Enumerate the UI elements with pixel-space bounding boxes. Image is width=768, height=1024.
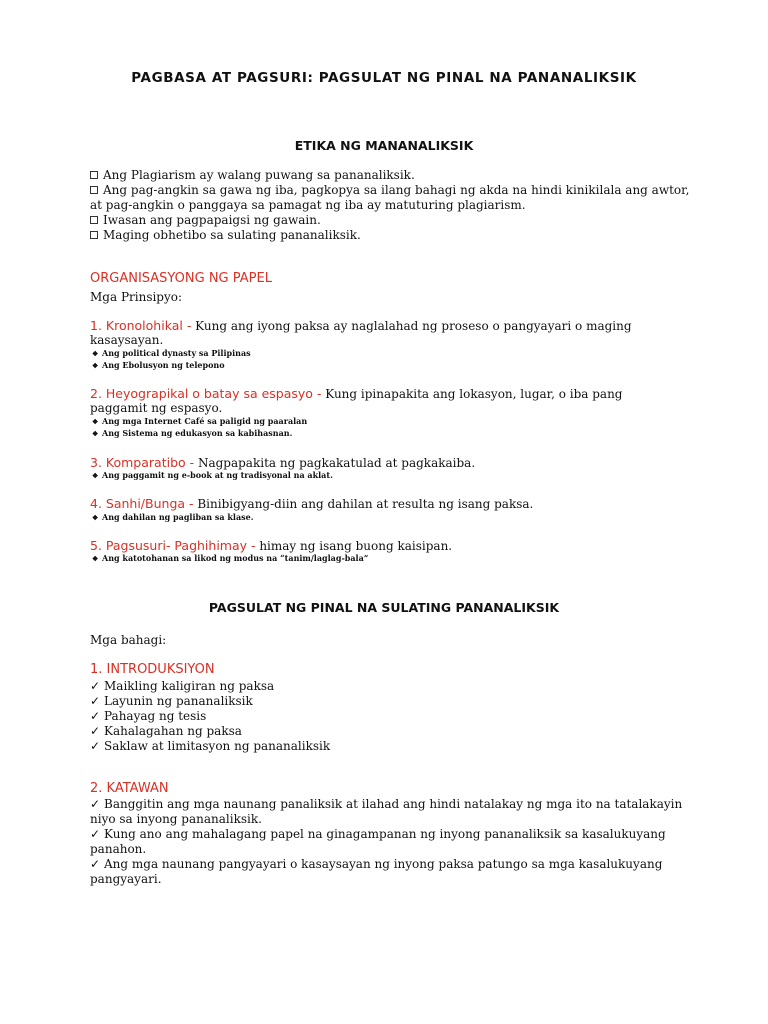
principle-label: 1. Kronolohikal -	[90, 318, 192, 333]
katawan-item-cont: pangyayari.	[90, 872, 162, 886]
principle-2: 2. Heyograpikal o batay sa espasyo - Kung ipinapakita ang lokasyon, lugar, o iba pang	[90, 386, 623, 401]
diamond-bullet-icon: ❖	[92, 417, 99, 426]
example-item: ❖ Ang political dynasty sa Pilipinas	[92, 348, 251, 358]
pagsulat-subheading: Mga bahagi:	[90, 633, 167, 647]
etika-item-2: Ang pag-angkin sa gawa ng iba, pagkopya sa ilang bahagi ng akda na hindi kinikilala ang awtor,	[90, 183, 689, 198]
example-item: ❖ Ang paggamit ng e-book at ng tradisyonal na aklat.	[92, 470, 333, 480]
diamond-bullet-icon: ❖	[92, 429, 99, 438]
intro-item: ✓ Layunin ng pananaliksik	[90, 694, 253, 708]
katawan-item: ✓ Kung ano ang mahalagang papel na ginagampanan ng inyong pananaliksik sa kasalukuyang	[90, 827, 666, 841]
etika-item-4: Maging obhetibo sa sulating pananaliksik.	[90, 228, 361, 243]
page-title: PAGBASA AT PAGSURI: PAGSULAT NG PINAL NA PANANALIKSIK	[131, 70, 637, 86]
pagsulat-heading: PAGSULAT NG PINAL NA SULATING PANANALIKSIK	[208, 600, 560, 615]
katawan-heading: 2. KATAWAN	[90, 781, 169, 796]
example-item: ❖ Ang Sistema ng edukasyon sa kabihasnan.	[92, 428, 293, 438]
katawan-item: ✓ Ang mga naunang pangyayari o kasaysayan ng inyong paksa patungo sa mga kasalukuyang	[90, 857, 663, 871]
diamond-bullet-icon: ❖	[92, 554, 99, 563]
katawan-item-cont: panahon.	[90, 842, 147, 856]
etika-heading: ETIKA NG MANANALIKSIK	[294, 138, 474, 153]
diamond-bullet-icon: ❖	[92, 471, 99, 480]
principle-1-cont: kasaysayan.	[90, 333, 164, 347]
principle-label: 2. Heyograpikal o batay sa espasyo -	[90, 386, 322, 401]
principle-3: 3. Komparatibo - Nagpapakita ng pagkakatulad at pagkakaiba.	[90, 455, 476, 470]
example-item: ❖ Ang katotohanan sa likod ng modus na “tanim/laglag-bala”	[92, 553, 369, 563]
principle-5: 5. Pagsusuri- Paghihimay - himay ng isang buong kaisipan.	[90, 538, 453, 553]
organisasyon-subheading: Mga Prinsipyo:	[90, 290, 183, 304]
principle-label: 3. Komparatibo -	[90, 455, 195, 470]
checkmark-icon: ✓	[90, 827, 101, 841]
principle-1: 1. Kronolohikal - Kung ang iyong paksa ay naglalahad ng proseso o pangyayari o maging	[90, 318, 632, 333]
example-item: ❖ Ang Ebolusyon ng telepono	[92, 360, 225, 370]
checkmark-icon: ✓	[90, 709, 101, 723]
katawan-item-cont: niyo sa inyong pananaliksik.	[90, 812, 262, 826]
intro-heading: 1. INTRODUKSIYON	[90, 662, 215, 677]
checkbox-bullet-icon	[90, 231, 98, 239]
checkbox-bullet-icon	[90, 216, 98, 224]
principle-4: 4. Sanhi/Bunga - Binibigyang-diin ang dahilan at resulta ng isang paksa.	[90, 496, 534, 511]
example-item: ❖ Ang mga Internet Café sa paligid ng paaralan	[92, 416, 308, 426]
intro-item: ✓ Pahayag ng tesis	[90, 709, 207, 723]
intro-item: ✓ Kahalagahan ng paksa	[90, 724, 242, 738]
checkmark-icon: ✓	[90, 679, 101, 693]
checkmark-icon: ✓	[90, 739, 101, 753]
katawan-item: ✓ Banggitin ang mga naunang panaliksik at ilahad ang hindi natalakay ng mga ito na tatalakayin	[90, 797, 683, 811]
intro-item: ✓ Saklaw at limitasyon ng pananaliksik	[90, 739, 331, 753]
checkmark-icon: ✓	[90, 797, 101, 811]
intro-item: ✓ Maikling kaligiran ng paksa	[90, 679, 275, 693]
etika-item-3: Iwasan ang pagpapaigsi ng gawain.	[90, 213, 321, 228]
principle-label: 5. Pagsusuri- Paghihimay -	[90, 538, 256, 553]
diamond-bullet-icon: ❖	[92, 349, 99, 358]
principle-2-cont: paggamit ng espasyo.	[90, 401, 223, 415]
checkbox-bullet-icon	[90, 171, 98, 179]
etika-item-2-cont: at pag-angkin o panggaya sa pamagat ng iba ay matuturing plagiarism.	[90, 198, 526, 212]
checkmark-icon: ✓	[90, 694, 101, 708]
etika-item-1: Ang Plagiarism ay walang puwang sa pananaliksik.	[90, 168, 415, 183]
principle-label: 4. Sanhi/Bunga -	[90, 496, 194, 511]
diamond-bullet-icon: ❖	[92, 513, 99, 522]
organisasyon-heading: ORGANISASYONG NG PAPEL	[90, 271, 272, 286]
checkmark-icon: ✓	[90, 724, 101, 738]
diamond-bullet-icon: ❖	[92, 361, 99, 370]
checkbox-bullet-icon	[90, 186, 98, 194]
checkmark-icon: ✓	[90, 857, 101, 871]
example-item: ❖ Ang dahilan ng pagliban sa klase.	[92, 512, 254, 522]
